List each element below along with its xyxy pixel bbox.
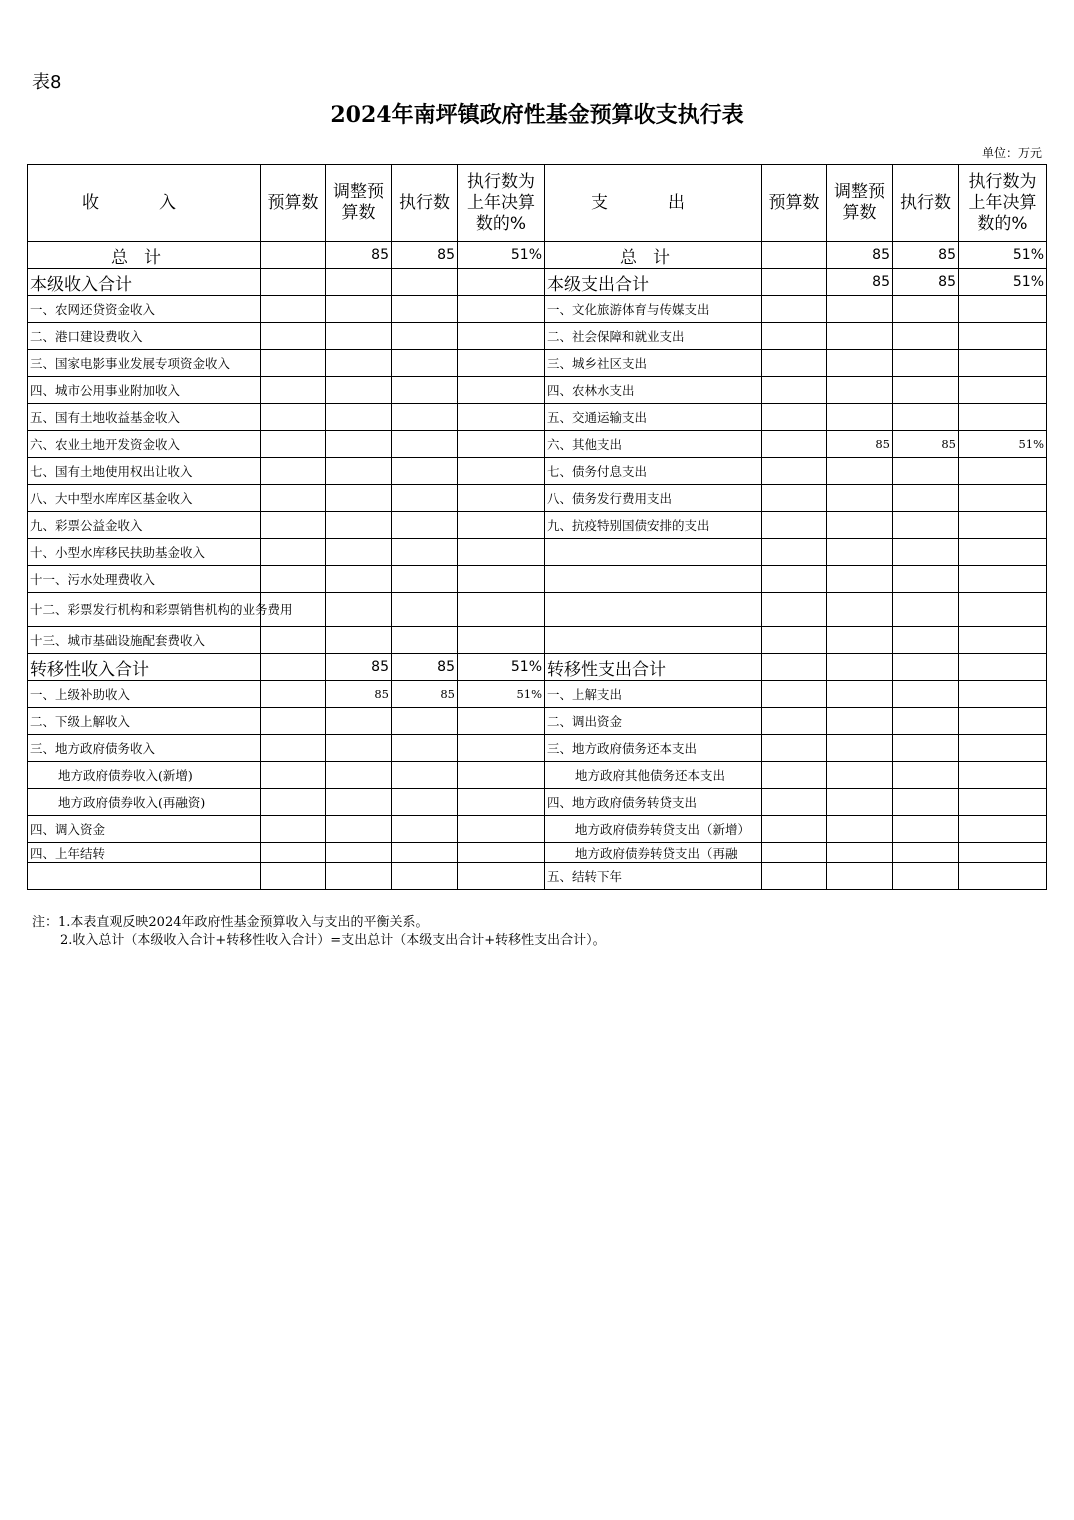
table-cell	[959, 296, 1047, 323]
total-income-executed: 85	[392, 242, 458, 269]
table-cell	[959, 735, 1047, 762]
table-cell	[261, 350, 326, 377]
table-cell	[762, 539, 827, 566]
table-cell	[893, 566, 959, 593]
table-cell	[893, 708, 959, 735]
table-cell	[762, 627, 827, 654]
total-expense-label: 总计	[545, 242, 762, 269]
table-cell	[326, 458, 392, 485]
table-cell	[392, 485, 458, 512]
table-cell	[326, 762, 392, 789]
table-cell	[827, 863, 893, 890]
table-cell	[326, 843, 392, 863]
expense-item: 三、城乡社区支出	[545, 350, 762, 377]
table-cell	[893, 843, 959, 863]
table-cell	[392, 377, 458, 404]
income-item: 九、彩票公益金收入	[28, 512, 261, 539]
income-adjusted: 85	[326, 681, 392, 708]
table-cell	[458, 708, 545, 735]
table-cell	[893, 816, 959, 843]
income-item: 一、上级补助收入	[28, 681, 261, 708]
table-cell	[893, 485, 959, 512]
table-cell	[326, 377, 392, 404]
expense-item: 八、债务发行费用支出	[545, 485, 762, 512]
table-cell	[893, 762, 959, 789]
table-cell	[326, 404, 392, 431]
table-cell	[392, 404, 458, 431]
income-item: 八、大中型水库库区基金收入	[28, 485, 261, 512]
table-cell	[959, 350, 1047, 377]
table-cell	[261, 566, 326, 593]
table-cell	[261, 377, 326, 404]
expense-item: 四、农林水支出	[545, 377, 762, 404]
table-cell	[392, 269, 458, 296]
table-cell	[458, 350, 545, 377]
table-cell	[762, 593, 827, 627]
income-item: 四、上年结转	[28, 843, 261, 863]
table-cell	[762, 789, 827, 816]
table-cell	[458, 762, 545, 789]
table-cell	[326, 789, 392, 816]
table-row	[28, 627, 1047, 654]
table-row	[28, 708, 1047, 735]
header-executed: 执行数	[392, 165, 458, 242]
table-cell	[392, 566, 458, 593]
table-cell	[762, 404, 827, 431]
table-row	[28, 323, 1047, 350]
table-cell	[458, 863, 545, 890]
table-cell	[762, 296, 827, 323]
table-row	[28, 863, 1047, 890]
table-cell	[261, 816, 326, 843]
header-executed-expense: 执行数	[893, 165, 959, 242]
table-cell	[827, 708, 893, 735]
income-item: 十三、城市基础设施配套费收入	[28, 627, 261, 654]
table-cell	[827, 681, 893, 708]
table-cell	[326, 539, 392, 566]
local-expense-ratio: 51%	[959, 269, 1047, 296]
table-cell	[893, 296, 959, 323]
transfer-income-adjusted: 85	[326, 654, 392, 681]
table-cell	[762, 843, 827, 863]
header-ratio: 执行数为上年决算数的%	[458, 165, 545, 242]
table-cell	[392, 627, 458, 654]
table-cell	[326, 735, 392, 762]
table-cell	[762, 863, 827, 890]
table-cell	[392, 843, 458, 863]
table-cell	[893, 654, 959, 681]
expense-item: 地方政府债券转贷支出（再融	[545, 843, 762, 863]
table-row	[28, 485, 1047, 512]
expense-item: 九、抗疫特别国债安排的支出	[545, 512, 762, 539]
table-row	[28, 539, 1047, 566]
expense-item: 二、社会保障和就业支出	[545, 323, 762, 350]
table-cell	[261, 843, 326, 863]
table-cell	[827, 296, 893, 323]
table-cell	[959, 654, 1047, 681]
income-ratio: 51%	[458, 681, 545, 708]
table-cell	[893, 404, 959, 431]
table-cell	[762, 512, 827, 539]
transfer-income-label: 转移性收入合计	[28, 654, 261, 681]
table-cell	[959, 681, 1047, 708]
table-cell	[326, 566, 392, 593]
local-expense-executed: 85	[893, 269, 959, 296]
expense-item: 一、上解支出	[545, 681, 762, 708]
table-cell	[959, 377, 1047, 404]
note-line: 注：1.本表直观反映2024年政府性基金预算收入与支出的平衡关系。	[32, 915, 429, 930]
table-cell	[261, 323, 326, 350]
total-expense-executed: 85	[893, 242, 959, 269]
table-cell	[392, 789, 458, 816]
table-cell	[827, 654, 893, 681]
expense-item: 二、调出资金	[545, 708, 762, 735]
table-cell	[893, 458, 959, 485]
income-item: 六、农业土地开发资金收入	[28, 431, 261, 458]
table-cell	[827, 512, 893, 539]
page-title: 2024年南坪镇政府性基金预算收支执行表	[330, 102, 744, 128]
table-cell	[326, 431, 392, 458]
table-cell	[392, 323, 458, 350]
table-cell	[458, 458, 545, 485]
table-cell	[959, 843, 1047, 863]
expense-item	[545, 566, 762, 593]
table-cell	[959, 762, 1047, 789]
table-cell	[261, 789, 326, 816]
table-cell	[261, 269, 326, 296]
table-cell	[762, 269, 827, 296]
expense-item: 五、结转下年	[545, 863, 762, 890]
table-cell	[458, 404, 545, 431]
total-expense-ratio: 51%	[959, 242, 1047, 269]
local-total-row	[28, 269, 1047, 296]
table-cell	[762, 485, 827, 512]
income-item: 四、城市公用事业附加收入	[28, 377, 261, 404]
table-cell	[762, 681, 827, 708]
table-row	[28, 431, 1047, 458]
local-expense-adjusted: 85	[827, 269, 893, 296]
expense-item: 三、地方政府债务还本支出	[545, 735, 762, 762]
expense-item: 七、债务付息支出	[545, 458, 762, 485]
expense-executed: 85	[893, 431, 959, 458]
table-row	[28, 762, 1047, 789]
expense-item	[545, 539, 762, 566]
table-cell	[762, 242, 827, 269]
table-cell	[392, 431, 458, 458]
table-cell	[827, 485, 893, 512]
table-cell	[762, 654, 827, 681]
table-row	[28, 458, 1047, 485]
transfer-income-executed: 85	[392, 654, 458, 681]
expense-item: 五、交通运输支出	[545, 404, 762, 431]
income-item: 二、港口建设费收入	[28, 323, 261, 350]
table-cell	[827, 735, 893, 762]
table-cell	[827, 458, 893, 485]
table-cell	[326, 350, 392, 377]
table-cell	[762, 458, 827, 485]
table-cell	[893, 350, 959, 377]
table-cell	[458, 789, 545, 816]
table-cell	[893, 735, 959, 762]
table-cell	[762, 377, 827, 404]
table-cell	[458, 431, 545, 458]
table-label: 表8	[32, 72, 62, 93]
table-cell	[827, 539, 893, 566]
table-cell	[762, 735, 827, 762]
table-cell	[893, 863, 959, 890]
table-cell	[261, 242, 326, 269]
table-cell	[392, 296, 458, 323]
table-row	[28, 843, 1047, 863]
table-cell	[392, 593, 458, 627]
table-cell	[959, 789, 1047, 816]
table-cell	[893, 377, 959, 404]
table-cell	[959, 816, 1047, 843]
table-cell	[326, 816, 392, 843]
expense-item	[545, 593, 762, 627]
table-cell	[392, 762, 458, 789]
local-expense-label: 本级支出合计	[545, 269, 762, 296]
table-row	[28, 296, 1047, 323]
table-cell	[959, 323, 1047, 350]
header-budget: 预算数	[261, 165, 326, 242]
income-item	[28, 863, 261, 890]
table-cell	[893, 789, 959, 816]
header-budget-expense: 预算数	[762, 165, 827, 242]
income-executed: 85	[392, 681, 458, 708]
expense-item: 地方政府其他债务还本支出	[545, 762, 762, 789]
table-cell	[762, 323, 827, 350]
table-cell	[392, 512, 458, 539]
table-cell	[261, 681, 326, 708]
table-cell	[959, 512, 1047, 539]
table-cell	[326, 627, 392, 654]
table-cell	[326, 708, 392, 735]
table-cell	[893, 512, 959, 539]
table-cell	[893, 539, 959, 566]
transfer-income-ratio: 51%	[458, 654, 545, 681]
table-row	[28, 404, 1047, 431]
table-cell	[762, 762, 827, 789]
table-cell	[827, 816, 893, 843]
table-cell	[959, 627, 1047, 654]
table-cell	[392, 539, 458, 566]
total-expense-adjusted: 85	[827, 242, 893, 269]
table-cell	[458, 627, 545, 654]
table-cell	[959, 863, 1047, 890]
income-item: 一、农网还贷资金收入	[28, 296, 261, 323]
table-cell	[762, 708, 827, 735]
table-cell	[959, 404, 1047, 431]
header-adjusted-expense: 调整预算数	[827, 165, 893, 242]
table-cell	[326, 485, 392, 512]
table-cell	[458, 485, 545, 512]
table-row	[28, 566, 1047, 593]
table-cell	[959, 708, 1047, 735]
table-row	[28, 681, 1047, 708]
note-line: 2.收入总计（本级收入合计+转移性收入合计）=支出总计（本级支出合计+转移性支出合计）。	[60, 933, 606, 948]
table-cell	[261, 458, 326, 485]
table-row	[28, 735, 1047, 762]
table-cell	[458, 593, 545, 627]
table-cell	[392, 816, 458, 843]
table-cell	[392, 350, 458, 377]
table-cell	[326, 512, 392, 539]
notes	[32, 914, 606, 950]
table-cell	[261, 512, 326, 539]
header-ratio-expense: 执行数为上年决算数的%	[959, 165, 1047, 242]
header-income: 收入	[28, 165, 261, 242]
income-item: 地方政府债券收入(再融资)	[28, 789, 261, 816]
table-cell	[762, 566, 827, 593]
table-cell	[458, 816, 545, 843]
table-cell	[827, 377, 893, 404]
table-cell	[261, 539, 326, 566]
expense-item	[545, 627, 762, 654]
table-cell	[326, 296, 392, 323]
table-cell	[458, 323, 545, 350]
table-cell	[893, 681, 959, 708]
income-item: 十一、污水处理费收入	[28, 566, 261, 593]
table-row	[28, 816, 1047, 843]
total-income-ratio: 51%	[458, 242, 545, 269]
table-cell	[827, 593, 893, 627]
table-cell	[762, 816, 827, 843]
table-cell	[392, 458, 458, 485]
unit-label: 单位：万元	[981, 146, 1042, 160]
table-cell	[893, 627, 959, 654]
income-item: 地方政府债券收入(新增)	[28, 762, 261, 789]
table-row	[28, 593, 1047, 627]
header-row	[28, 165, 1047, 242]
table-cell	[458, 843, 545, 863]
table-cell	[261, 485, 326, 512]
budget-execution-table	[27, 164, 1047, 890]
table-cell	[261, 404, 326, 431]
transfer-total-row	[28, 654, 1047, 681]
table-cell	[893, 323, 959, 350]
table-cell	[959, 539, 1047, 566]
expense-ratio: 51%	[959, 431, 1047, 458]
table-cell	[762, 431, 827, 458]
table-cell	[261, 708, 326, 735]
income-item: 七、国有土地使用权出让收入	[28, 458, 261, 485]
income-item: 三、地方政府债务收入	[28, 735, 261, 762]
total-income-adjusted: 85	[326, 242, 392, 269]
table-cell	[326, 323, 392, 350]
table-cell	[458, 296, 545, 323]
income-item: 十二、彩票发行机构和彩票销售机构的业务费用	[28, 593, 261, 627]
table-cell	[261, 735, 326, 762]
header-adjusted: 调整预算数	[326, 165, 392, 242]
table-cell	[959, 566, 1047, 593]
table-cell	[893, 593, 959, 627]
table-cell	[827, 627, 893, 654]
table-cell	[827, 404, 893, 431]
table-cell	[959, 458, 1047, 485]
table-cell	[827, 566, 893, 593]
table-cell	[959, 485, 1047, 512]
expense-adjusted: 85	[827, 431, 893, 458]
table-cell	[762, 350, 827, 377]
income-item: 五、国有土地收益基金收入	[28, 404, 261, 431]
table-cell	[827, 350, 893, 377]
header-expense: 支出	[545, 165, 762, 242]
table-cell	[392, 708, 458, 735]
table-cell	[458, 269, 545, 296]
table-cell	[458, 566, 545, 593]
table-cell	[827, 843, 893, 863]
table-cell	[326, 269, 392, 296]
table-cell	[261, 654, 326, 681]
table-cell	[261, 296, 326, 323]
table-cell	[458, 512, 545, 539]
table-cell	[458, 735, 545, 762]
transfer-expense-label: 转移性支出合计	[545, 654, 762, 681]
table-cell	[827, 789, 893, 816]
table-row	[28, 350, 1047, 377]
table-row	[28, 512, 1047, 539]
income-item: 二、下级上解收入	[28, 708, 261, 735]
table-cell	[827, 323, 893, 350]
table-cell	[458, 377, 545, 404]
table-cell	[959, 593, 1047, 627]
local-income-label: 本级收入合计	[28, 269, 261, 296]
total-row	[28, 242, 1047, 269]
expense-item: 六、其他支出	[545, 431, 762, 458]
table-cell	[392, 735, 458, 762]
table-cell	[261, 431, 326, 458]
expense-item: 一、文化旅游体育与传媒支出	[545, 296, 762, 323]
income-item: 三、国家电影事业发展专项资金收入	[28, 350, 261, 377]
table-cell	[458, 539, 545, 566]
table-cell	[326, 593, 392, 627]
total-income-label: 总计	[28, 242, 261, 269]
expense-item: 四、地方政府债务转贷支出	[545, 789, 762, 816]
table-cell	[827, 762, 893, 789]
table-row	[28, 377, 1047, 404]
table-row	[28, 789, 1047, 816]
expense-item: 地方政府债券转贷支出（新增）	[545, 816, 762, 843]
table-cell	[261, 627, 326, 654]
table-cell	[261, 762, 326, 789]
table-cell	[326, 863, 392, 890]
table-cell	[261, 863, 326, 890]
table-cell	[392, 863, 458, 890]
income-item: 十、小型水库移民扶助基金收入	[28, 539, 261, 566]
income-item: 四、调入资金	[28, 816, 261, 843]
